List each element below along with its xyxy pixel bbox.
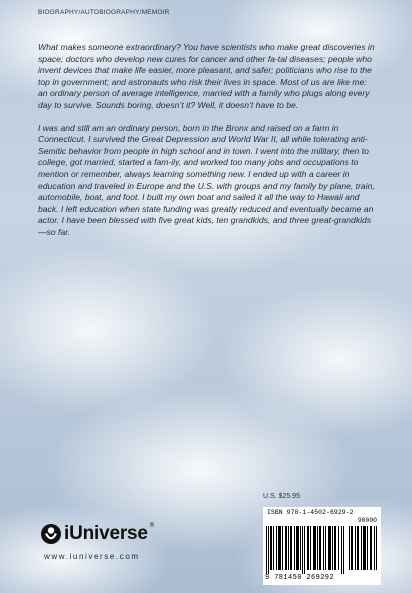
publisher-website: www.iuniverse.com	[44, 552, 140, 561]
blurb-paragraph-1: What makes someone extraordinary? You have scientists who make great discoveries in space; doctors who develop new cures for cancer and other fa-tal diseases; people who invent devices that make life easier, more pleasant, and safer; politicians who rise to the top in government; and astronauts who risk their lives in space. Most of us are like me: an ordinary person of average intelligence, married with a family who plugs along every day to survive. Sounds boring, doesn’t it? Well, it doesn’t have to be.	[38, 42, 375, 110]
addon-barcode-icon	[349, 526, 377, 570]
main-barcode-icon	[266, 526, 346, 574]
iuniverse-logo-icon	[40, 523, 62, 545]
price-label: U.S. $25.95	[263, 493, 300, 500]
blurb-paragraph-2: I was and still am an ordinary person, born in the Bronx and raised on a farm in Connecticut. I survived the Great Depression and World War II, all while tolerating anti-Semitic behavior from people in high school and in town. I went into the military, then to college, got married, started a fam-ily, and worked too many jobs and occupations to mention or remember, always learning something new. I ended up with a career in education and traveled in Europe and the U.S. with groups and my family by plane, train, automobile, boat, and foot. I built my own boat and sailed it all the way to Hawaii and back. I left education when state funding was greatly reduced and eventually became an actor. I have been blessed with five great kids, ten grandkids, and three great-grandkids—so far.	[38, 122, 375, 237]
isbn-label: ISBN 978-1-4502-6929-2	[267, 509, 354, 516]
publisher-name: iUniverse	[64, 523, 148, 544]
ean-digits: 9 781450 269292	[265, 574, 335, 582]
registered-mark-icon: ®	[149, 523, 154, 529]
barcode-block	[263, 507, 381, 585]
addon-code: 90000	[357, 517, 377, 524]
publisher-logo	[40, 523, 154, 545]
back-cover-blurb	[38, 42, 376, 250]
category-label: BIOGRAPHY/AUTOBIOGRAPHY/MEMOIR	[38, 9, 170, 16]
